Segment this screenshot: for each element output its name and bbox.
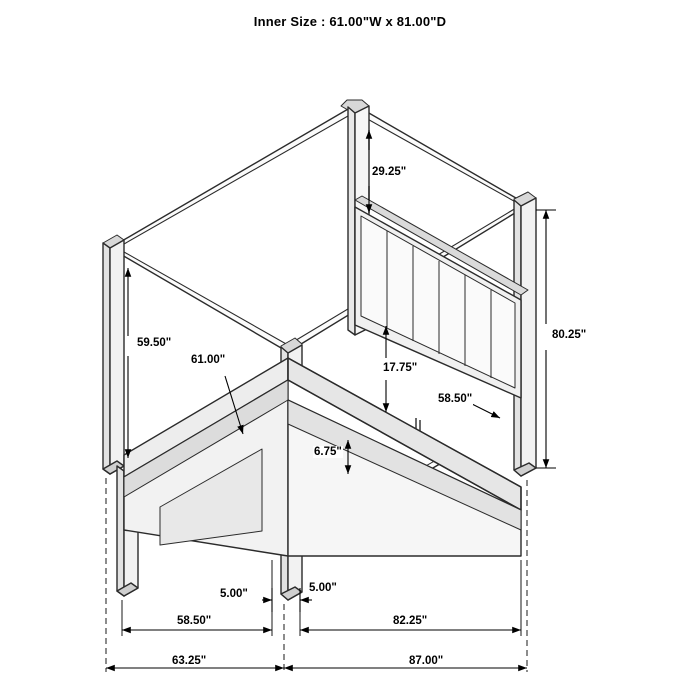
bed-frame-drawing: [103, 100, 536, 600]
dim-label-87-00: 87.00": [409, 655, 444, 667]
dim-label-6-75: 6.75": [314, 446, 342, 458]
dim-label-58-50-rail: 58.50": [438, 393, 473, 405]
dim-label-5-00-left: 5.00": [220, 588, 248, 600]
dim-label-5-00-right: 5.00": [309, 582, 337, 594]
dim-label-17-75: 17.75": [383, 362, 418, 374]
dim-label-59-50: 59.50": [137, 337, 172, 349]
dim-leader-58-50-rail: [470, 403, 500, 418]
page-title: Inner Size : 61.00"W x 81.00"D: [253, 14, 447, 29]
dim-label-80-25: 80.25": [552, 329, 587, 341]
dim-label-58-50-bottom: 58.50": [177, 615, 212, 627]
dim-label-29-25: 29.25": [372, 166, 407, 178]
dim-label-82-25: 82.25": [393, 615, 428, 627]
post-left-back: [103, 240, 124, 474]
dim-label-63-25: 63.25": [172, 655, 207, 667]
dim-label-61-00: 61.00": [191, 354, 226, 366]
